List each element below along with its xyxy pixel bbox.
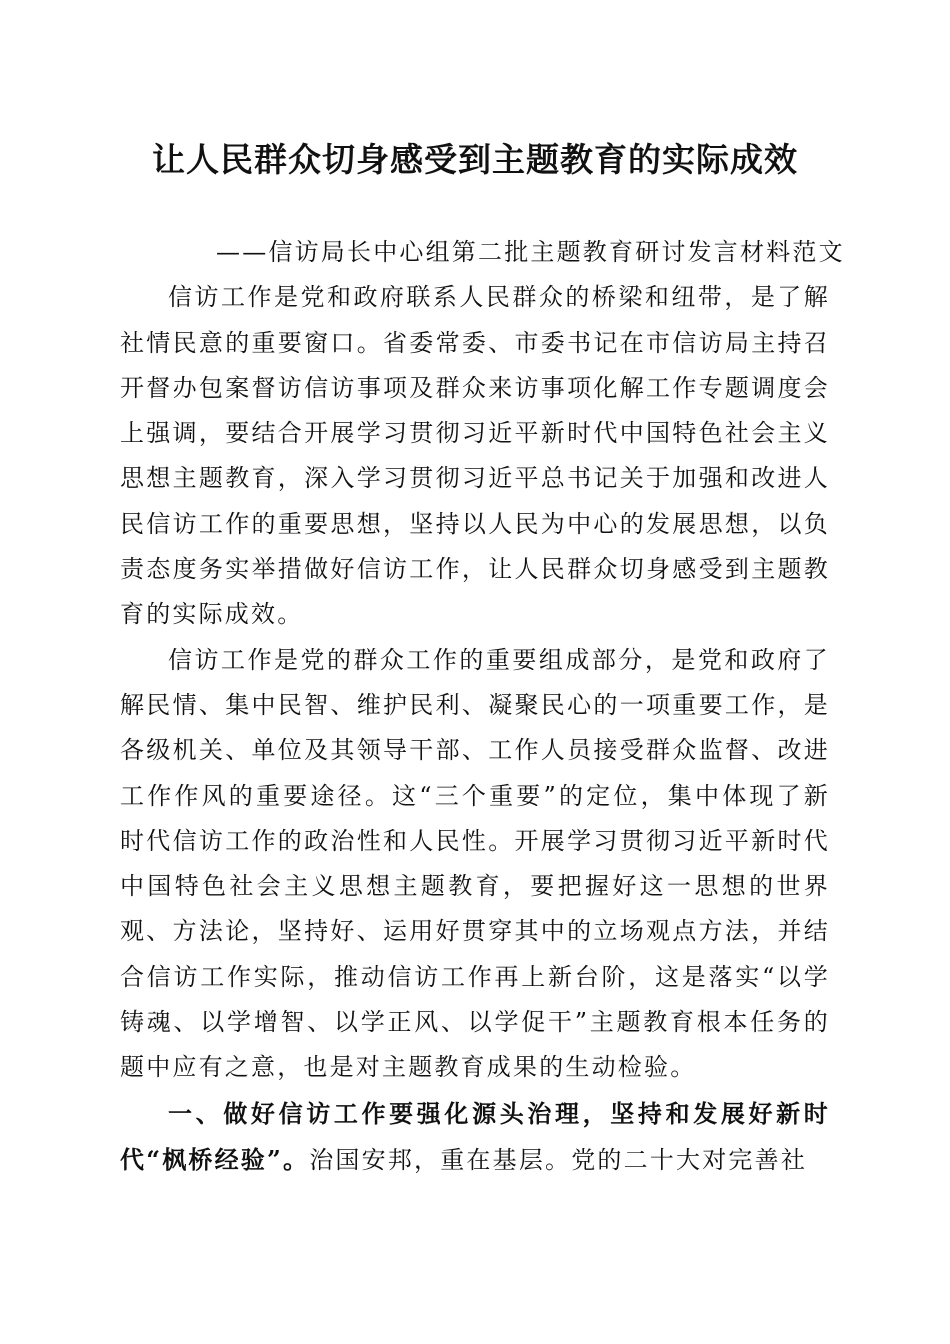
section-one-paragraph xyxy=(120,1091,830,1184)
document-body xyxy=(120,230,845,1183)
section-one-heading: 一、做好信访工作要强化源头治理，坚持和发展好新时代“枫桥经验”。 xyxy=(120,1098,830,1174)
section-one-text: 治国安邦，重在基层。党的二十大对完善社 xyxy=(309,1145,808,1174)
paragraph-positioning: 信访工作是党的群众工作的重要组成部分，是党和政府了解民情、集中民智、维护民利、凝聚民心的一项重要工作，是各级机关、单位及其领导干部、工作人员接受群众监督、改进工作作风的重要途径。这“三个重要”的定位，集中体现了新时代信访工作的政治性和人民性。开展学习贯彻习近平新时代中国特色社会主义思想主题教育，要把握好这一思想的世界观、方法论，坚持好、运用好贯穿其中的立场观点方法，并结合信访工作实际，推动信访工作再上新台阶，这是落实“以学铸魂、以学增智、以学正风、以学促干”主题教育根本任务的题中应有之意，也是对主题教育成果的生动检验。 xyxy=(120,645,830,1082)
paragraph-intro: 信访工作是党和政府联系人民群众的桥梁和纽带，是了解社情民意的重要窗口。省委常委、市委书记在市信访局主持召开督办包案督访信访事项及群众来访事项化解工作专题调度会上强调，要结合开展学习贯彻习近平新时代中国特色社会主义思想主题教育，深入学习贯彻习近平总书记关于加强和改进人民信访工作的重要思想，坚持以人民为中心的发展思想，以负责态度务实举措做好信访工作，让人民群众切身感受到主题教育的实际成效。 xyxy=(120,283,830,629)
document-title: 让人民群众切身感受到主题教育的实际成效 xyxy=(152,140,798,179)
document-subtitle: ——信访局长中心组第二批主题教育研讨发言材料范文 xyxy=(216,238,845,266)
